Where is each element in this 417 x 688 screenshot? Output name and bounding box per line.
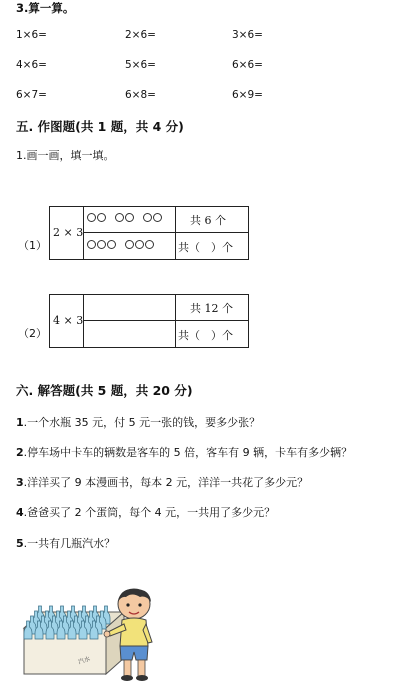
circle-groups-row <box>87 212 171 225</box>
figure-1-answer-blank: 共（ ）个 <box>178 241 233 254</box>
bottles-group <box>24 606 110 639</box>
figure-1-table <box>49 206 249 260</box>
circle-icon <box>107 240 116 249</box>
circle-icon <box>87 213 96 222</box>
part-6-title: 六. 解答题(共 5 题，共 20 分) <box>16 383 193 398</box>
question-1: 1.一个水瓶 35 元，付 5 元一张的钱，要多少张？ <box>16 416 261 429</box>
calc-item: 5×6= <box>125 59 156 71</box>
figure-1-label: （1） <box>18 239 47 252</box>
circle-icon <box>97 213 106 222</box>
figure-2-expression: 4 × 3 <box>53 314 84 327</box>
crate-label: 汽水 <box>77 655 92 666</box>
circle-icon <box>125 240 134 249</box>
figure-2-total-text: 共 12 个 <box>190 302 233 315</box>
calc-item: 4×6= <box>16 59 47 71</box>
part-5-question-1: 1.画一画，填一填。 <box>16 149 115 162</box>
circle-icon <box>97 240 106 249</box>
figure-1-total-text: 共 6 个 <box>190 214 226 227</box>
circle-icon <box>145 240 154 249</box>
section-3-title: 3.算一算。 <box>16 1 75 15</box>
circle-icon <box>87 240 96 249</box>
calc-item: 6×7= <box>16 89 47 101</box>
figure-2-answer-blank: 共（ ）个 <box>178 329 233 342</box>
circle-icon <box>125 213 134 222</box>
part-5-title: 五. 作图题(共 1 题，共 4 分) <box>16 119 184 134</box>
circle-groups-row <box>87 239 163 252</box>
calc-item: 6×9= <box>232 89 263 101</box>
question-2: 2.停车场中卡车的辆数是客车的 5 倍，客车有 9 辆，卡车有多少辆？ <box>16 446 353 459</box>
calc-item: 6×6= <box>232 59 263 71</box>
figure-2-table <box>49 294 249 348</box>
circle-icon <box>153 213 162 222</box>
boy-icon <box>104 589 152 681</box>
question-4: 4.爸爸买了 2 个蛋筒，每个 4 元，一共用了多少元？ <box>16 506 276 519</box>
circle-icon <box>143 213 152 222</box>
figure-1-expression: 2 × 3 <box>53 226 84 239</box>
calc-item: 3×6= <box>232 29 263 41</box>
calc-item: 1×6= <box>16 29 47 41</box>
calc-item: 2×6= <box>125 29 156 41</box>
figure-2-label: （2） <box>18 327 47 340</box>
question-5: 5.一共有几瓶汽水？ <box>16 537 116 550</box>
circle-icon <box>135 240 144 249</box>
boy-illustration <box>100 586 170 686</box>
calc-item: 6×8= <box>125 89 156 101</box>
circle-icon <box>115 213 124 222</box>
question-3: 3.洋洋买了 9 本漫画书，每本 2 元，洋洋一共花了多少元？ <box>16 476 309 489</box>
